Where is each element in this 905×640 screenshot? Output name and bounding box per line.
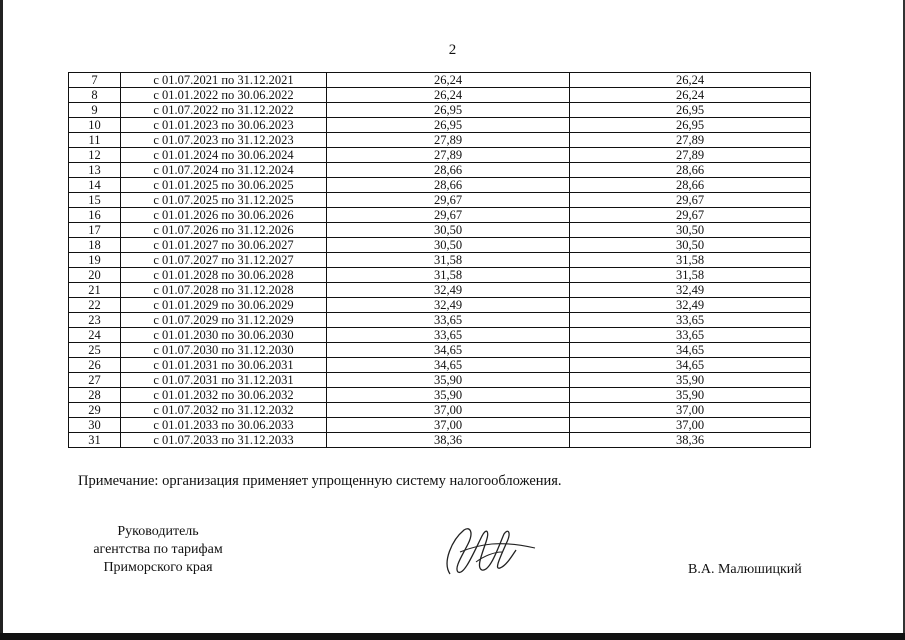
table-row bbox=[69, 193, 811, 208]
tariff-value-cell: 31,58 bbox=[327, 268, 570, 283]
table-row bbox=[69, 403, 811, 418]
tariff-value-cell: 27,89 bbox=[570, 133, 811, 148]
signatory-title-line: Руководитель bbox=[117, 524, 199, 539]
note-text: Примечание: организация применяет упрощенную систему налогообложения. bbox=[78, 473, 562, 489]
row-number-cell: 22 bbox=[69, 298, 121, 313]
period-cell: с 01.07.2022 по 31.12.2022 bbox=[121, 103, 327, 118]
tariff-value-cell: 34,65 bbox=[327, 358, 570, 373]
tariff-value-cell: 26,24 bbox=[327, 88, 570, 103]
table-row bbox=[69, 313, 811, 328]
row-number-cell: 18 bbox=[69, 238, 121, 253]
tariff-value-cell: 26,24 bbox=[570, 73, 811, 88]
row-number-cell: 7 bbox=[69, 73, 121, 88]
signatory-title-line: агентства по тарифам bbox=[93, 542, 223, 557]
tariff-value-cell: 26,95 bbox=[327, 118, 570, 133]
period-cell: с 01.07.2024 по 31.12.2024 bbox=[121, 163, 327, 178]
period-cell: с 01.07.2028 по 31.12.2028 bbox=[121, 283, 327, 298]
scan-border-bottom bbox=[0, 633, 905, 640]
scan-border-left bbox=[0, 0, 3, 640]
table-row bbox=[69, 88, 811, 103]
row-number-cell: 10 bbox=[69, 118, 121, 133]
row-number-cell: 24 bbox=[69, 328, 121, 343]
tariff-value-cell: 32,49 bbox=[570, 298, 811, 313]
tariff-value-cell: 33,65 bbox=[570, 313, 811, 328]
tariff-value-cell: 32,49 bbox=[570, 283, 811, 298]
table-row bbox=[69, 283, 811, 298]
row-number-cell: 9 bbox=[69, 103, 121, 118]
tariff-value-cell: 32,49 bbox=[327, 283, 570, 298]
row-number-cell: 29 bbox=[69, 403, 121, 418]
tariff-value-cell: 33,65 bbox=[570, 328, 811, 343]
table-row bbox=[69, 148, 811, 163]
table-row bbox=[69, 268, 811, 283]
tariff-value-cell: 28,66 bbox=[570, 163, 811, 178]
row-number-cell: 21 bbox=[69, 283, 121, 298]
tariff-value-cell: 27,89 bbox=[327, 148, 570, 163]
row-number-cell: 11 bbox=[69, 133, 121, 148]
row-number-cell: 17 bbox=[69, 223, 121, 238]
tariff-value-cell: 26,95 bbox=[570, 103, 811, 118]
tariff-value-cell: 30,50 bbox=[327, 223, 570, 238]
row-number-cell: 26 bbox=[69, 358, 121, 373]
tariff-table bbox=[68, 72, 811, 448]
tariff-value-cell: 26,95 bbox=[327, 103, 570, 118]
table-row bbox=[69, 433, 811, 448]
row-number-cell: 19 bbox=[69, 253, 121, 268]
table-row bbox=[69, 328, 811, 343]
period-cell: с 01.07.2025 по 31.12.2025 bbox=[121, 193, 327, 208]
row-number-cell: 31 bbox=[69, 433, 121, 448]
tariff-value-cell: 31,58 bbox=[570, 268, 811, 283]
period-cell: с 01.07.2031 по 31.12.2031 bbox=[121, 373, 327, 388]
table-row bbox=[69, 343, 811, 358]
tariff-value-cell: 30,50 bbox=[570, 238, 811, 253]
tariff-value-cell: 35,90 bbox=[570, 373, 811, 388]
row-number-cell: 16 bbox=[69, 208, 121, 223]
tariff-value-cell: 29,67 bbox=[570, 208, 811, 223]
tariff-value-cell: 28,66 bbox=[327, 163, 570, 178]
tariff-value-cell: 38,36 bbox=[327, 433, 570, 448]
tariff-value-cell: 35,90 bbox=[327, 373, 570, 388]
period-cell: с 01.01.2025 по 30.06.2025 bbox=[121, 178, 327, 193]
table-row bbox=[69, 133, 811, 148]
tariff-value-cell: 28,66 bbox=[570, 178, 811, 193]
table-row bbox=[69, 163, 811, 178]
row-number-cell: 14 bbox=[69, 178, 121, 193]
tariff-value-cell: 30,50 bbox=[570, 223, 811, 238]
signatory-title bbox=[68, 523, 248, 577]
period-cell: с 01.07.2023 по 31.12.2023 bbox=[121, 133, 327, 148]
table-row bbox=[69, 73, 811, 88]
page-number: 2 bbox=[448, 42, 457, 58]
period-cell: с 01.01.2022 по 30.06.2022 bbox=[121, 88, 327, 103]
period-cell: с 01.01.2029 по 30.06.2029 bbox=[121, 298, 327, 313]
signatory-title-line: Приморского края bbox=[103, 560, 213, 575]
table-row bbox=[69, 358, 811, 373]
tariff-value-cell: 34,65 bbox=[570, 343, 811, 358]
table-row bbox=[69, 118, 811, 133]
row-number-cell: 15 bbox=[69, 193, 121, 208]
table-row bbox=[69, 373, 811, 388]
table-row bbox=[69, 298, 811, 313]
table-row bbox=[69, 103, 811, 118]
tariff-value-cell: 26,95 bbox=[570, 118, 811, 133]
period-cell: с 01.01.2032 по 30.06.2032 bbox=[121, 388, 327, 403]
period-cell: с 01.07.2030 по 31.12.2030 bbox=[121, 343, 327, 358]
tariff-value-cell: 29,67 bbox=[327, 208, 570, 223]
tariff-value-cell: 34,65 bbox=[327, 343, 570, 358]
tariff-value-cell: 38,36 bbox=[570, 433, 811, 448]
tariff-value-cell: 26,24 bbox=[570, 88, 811, 103]
tariff-value-cell: 31,58 bbox=[327, 253, 570, 268]
tariff-value-cell: 29,67 bbox=[327, 193, 570, 208]
period-cell: с 01.01.2033 по 30.06.2033 bbox=[121, 418, 327, 433]
period-cell: с 01.01.2023 по 30.06.2023 bbox=[121, 118, 327, 133]
period-cell: с 01.07.2032 по 31.12.2032 bbox=[121, 403, 327, 418]
table-row bbox=[69, 253, 811, 268]
table-row bbox=[69, 223, 811, 238]
row-number-cell: 25 bbox=[69, 343, 121, 358]
row-number-cell: 13 bbox=[69, 163, 121, 178]
period-cell: с 01.07.2033 по 31.12.2033 bbox=[121, 433, 327, 448]
period-cell: с 01.07.2026 по 31.12.2026 bbox=[121, 223, 327, 238]
period-cell: с 01.01.2028 по 30.06.2028 bbox=[121, 268, 327, 283]
tariff-value-cell: 26,24 bbox=[327, 73, 570, 88]
tariff-value-cell: 30,50 bbox=[327, 238, 570, 253]
row-number-cell: 20 bbox=[69, 268, 121, 283]
tariff-value-cell: 37,00 bbox=[570, 418, 811, 433]
tariff-value-cell: 31,58 bbox=[570, 253, 811, 268]
tariff-value-cell: 29,67 bbox=[570, 193, 811, 208]
table-row bbox=[69, 178, 811, 193]
row-number-cell: 28 bbox=[69, 388, 121, 403]
period-cell: с 01.01.2024 по 30.06.2024 bbox=[121, 148, 327, 163]
tariff-value-cell: 32,49 bbox=[327, 298, 570, 313]
row-number-cell: 23 bbox=[69, 313, 121, 328]
period-cell: с 01.01.2031 по 30.06.2031 bbox=[121, 358, 327, 373]
period-cell: с 01.07.2021 по 31.12.2021 bbox=[121, 73, 327, 88]
row-number-cell: 8 bbox=[69, 88, 121, 103]
tariff-value-cell: 37,00 bbox=[570, 403, 811, 418]
tariff-table-body bbox=[69, 73, 811, 448]
tariff-value-cell: 37,00 bbox=[327, 403, 570, 418]
row-number-cell: 30 bbox=[69, 418, 121, 433]
table-row bbox=[69, 238, 811, 253]
row-number-cell: 12 bbox=[69, 148, 121, 163]
tariff-value-cell: 35,90 bbox=[327, 388, 570, 403]
row-number-cell: 27 bbox=[69, 373, 121, 388]
tariff-value-cell: 33,65 bbox=[327, 328, 570, 343]
period-cell: с 01.07.2029 по 31.12.2029 bbox=[121, 313, 327, 328]
period-cell: с 01.07.2027 по 31.12.2027 bbox=[121, 253, 327, 268]
tariff-value-cell: 27,89 bbox=[570, 148, 811, 163]
period-cell: с 01.01.2027 по 30.06.2027 bbox=[121, 238, 327, 253]
handwritten-signature bbox=[440, 522, 540, 582]
table-row bbox=[69, 388, 811, 403]
tariff-value-cell: 28,66 bbox=[327, 178, 570, 193]
tariff-value-cell: 37,00 bbox=[327, 418, 570, 433]
tariff-value-cell: 35,90 bbox=[570, 388, 811, 403]
tariff-value-cell: 34,65 bbox=[570, 358, 811, 373]
tariff-value-cell: 27,89 bbox=[327, 133, 570, 148]
tariff-value-cell: 33,65 bbox=[327, 313, 570, 328]
table-row bbox=[69, 208, 811, 223]
period-cell: с 01.01.2026 по 30.06.2026 bbox=[121, 208, 327, 223]
table-row bbox=[69, 418, 811, 433]
signatory-name: В.А. Малюшицкий bbox=[688, 562, 802, 577]
period-cell: с 01.01.2030 по 30.06.2030 bbox=[121, 328, 327, 343]
